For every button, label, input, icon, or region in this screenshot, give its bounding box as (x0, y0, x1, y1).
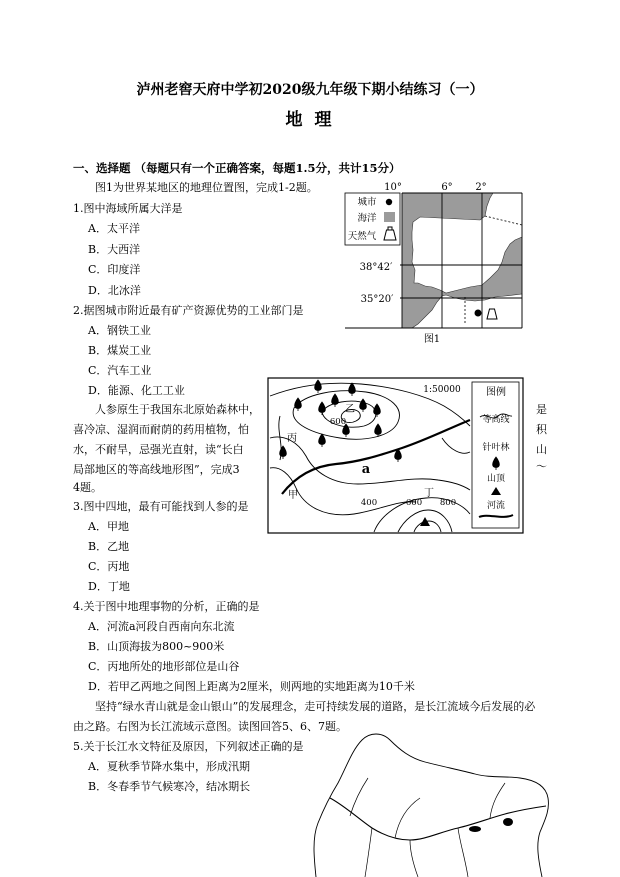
legend-summit-label: 山顶 (486, 474, 506, 484)
contour-value-400: 400 (360, 498, 378, 508)
contour-map (266, 376, 526, 536)
q2-option-a: A．钢铁工业 (88, 324, 151, 337)
yangtze-main-river (330, 798, 546, 840)
place-label-bing: 丙 (287, 433, 297, 444)
longitude-label-6: 6° (441, 182, 453, 193)
tributary-rivers (350, 778, 505, 877)
basin-outline (314, 734, 548, 877)
passage-q3-q4-line-4: 局部地区的等高线地形图”，完成3 (73, 463, 240, 476)
q2-option-b: B．煤炭工业 (88, 344, 152, 357)
contour-value-600: 600 (405, 498, 423, 508)
q3-option-b: B．乙地 (88, 540, 130, 553)
intro-q1-q2: 图1为世界某地区的地理位置图，完成1-2题。 (95, 181, 318, 194)
legend-sea-label: 海洋 (357, 213, 377, 224)
legend-contour-label: 等高线 (482, 415, 510, 425)
city-dot-icon (386, 199, 392, 205)
figure1-map (340, 178, 530, 346)
contour-value-600-top: 600 (329, 417, 347, 427)
q1-option-c: C．印度洋 (88, 263, 141, 276)
place-label-ding: 丁 (424, 488, 434, 499)
figure1-caption: 图1 (423, 334, 441, 345)
q4-option-a: A．河流a河段自西南向东北流 (88, 620, 235, 633)
legend-city-label: 城市 (357, 197, 377, 208)
legend-conifer-label: 针叶林 (482, 443, 510, 453)
city-dot-icon (475, 310, 482, 317)
passage-right-char-1: 是 (536, 403, 547, 416)
passage-q3-q4-line-5: 4题。 (73, 481, 102, 494)
passage-q3-q4-line-3: 水，不耐旱，忌强光直射，读“长白 (73, 443, 244, 456)
passage-right-char-3: 山 (536, 443, 547, 456)
passage-q5-q7-line-2: 由之路。右图为长江流域示意图。读图回答5、6、7题。 (73, 720, 347, 733)
q4-option-d: D．若甲乙两地之间图上距离为2厘米，则两地的实地距离为10千米 (88, 680, 415, 693)
map-scale: 1:50000 (423, 385, 461, 395)
longitude-label-2: 2° (475, 182, 487, 193)
q2-option-c: C．汽车工业 (88, 364, 152, 377)
passage-q3-q4-line-2: 喜冷凉、湿润而耐荫的药用植物，怕 (73, 423, 249, 436)
subject-title: 地 理 (285, 110, 335, 130)
legend-river-label: 河流 (486, 501, 506, 511)
lake-shape (503, 818, 513, 826)
legend-title: 图例 (486, 387, 506, 398)
q4-option-c: C．丙地所处的地形部位是山谷 (88, 660, 240, 673)
q3-option-c: C．丙地 (88, 560, 130, 573)
q1-option-a: A．太平洋 (88, 222, 140, 235)
q1-option-b: B．大西洋 (88, 243, 141, 256)
q5-option-b: B．冬春季节气候寒冷，结冰期长 (88, 780, 251, 793)
place-label-yi: 乙 (345, 404, 355, 415)
q1-option-d: D．北冰洋 (88, 284, 141, 297)
q3-option-d: D．丁地 (88, 580, 130, 593)
passage-right-char-2: 积 (536, 423, 547, 436)
q3-option-a: A．甲地 (88, 520, 129, 533)
q4-stem: 4.关于图中地理事物的分析，正确的是 (73, 600, 260, 613)
passage-right-char-4: ～ (536, 460, 547, 473)
q5-option-a: A．夏秋季节降水集中，形成汛期 (88, 760, 250, 773)
q2-option-d: D．能源、化工工业 (88, 384, 185, 397)
place-label-jia: 甲 (288, 490, 298, 501)
q2-stem: 2.据图城市附近最有矿产资源优势的工业部门是 (73, 304, 304, 317)
lake-shape (469, 826, 481, 832)
latitude-label-35-20: 35°20′ (360, 294, 394, 305)
exam-title: 泸州老窖天府中学初2020级九年级下期小结练习（一） (136, 82, 484, 98)
legend-gas-label: 天然气 (347, 231, 377, 242)
q4-option-b: B．山顶海拔为800~900米 (88, 640, 225, 653)
latitude-label-38-42: 38°42′ (359, 262, 393, 273)
sea-swatch-icon (384, 212, 395, 222)
yangtze-basin-map (310, 728, 560, 877)
contour-value-800: 800 (439, 498, 457, 508)
q3-stem: 3.图中四地，最有可能找到人参的是 (73, 500, 249, 513)
river-label-a: a (361, 462, 371, 477)
section-heading: 一、选择题 （每题只有一个正确答案，每题1.5分，共计15分） (73, 161, 401, 175)
passage-q3-q4-line-1: 人参原生于我国东北原始森林中， (95, 403, 260, 416)
q5-stem: 5.关于长江水文特征及原因，下列叙述正确的是 (73, 740, 304, 753)
longitude-label-10: 10° (384, 182, 402, 193)
q1-stem: 1.图中海域所属大洋是 (73, 202, 183, 215)
passage-q5-q7-line-1: 坚持“绿水青山就是金山银山”的发展理念，走可持续发展的道路，是长江流域今后发展的必 (95, 700, 536, 713)
